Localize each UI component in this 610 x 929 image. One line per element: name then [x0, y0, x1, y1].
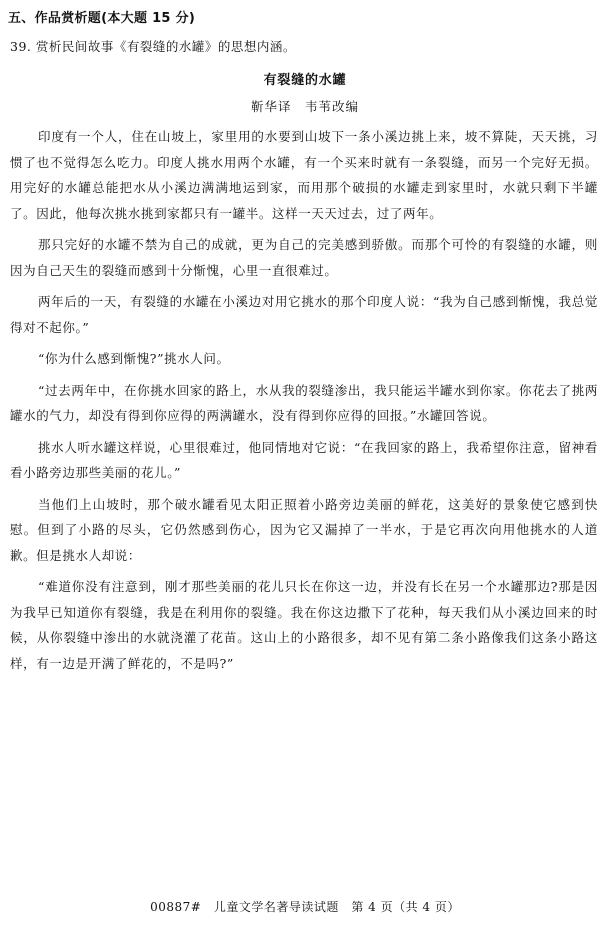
story-title: 有裂缝的水罐: [263, 73, 347, 88]
story-author: 靳华译 韦苇改编: [250, 99, 359, 114]
section-heading: 五、作品赏析题(本大题 15 分): [8, 11, 196, 26]
story-paragraph-8: “难道你没有注意到，刚才那些美丽的花儿只长在你这一边，并没有长在另一个水罐那边?那是因为我早已知道你有裂缝，我是在利用你的裂缝。我在你这边撒下了花种，每天我们从小溪边回来的时候，从你裂缝中渗出的水就浇灌了花苗。这山上的小路很多，却不见有第二条小路像我们这条小路这样，有一边是开满了鲜花的，不是吗?”: [10, 579, 598, 671]
story-paragraph-5: “过去两年中，在你挑水回家的路上，水从我的裂缝渗出，我只能运半罐水到你家。你花去了挑两罐水的气力，却没有得到你应得的两满罐水，没有得到你应得的回报。”水罐回答说。: [10, 382, 598, 423]
question-39: 39. 赏析民间故事《有裂缝的水罐》的思想内涵。: [10, 39, 296, 54]
story-paragraph-3: 两年后的一天，有裂缝的水罐在小溪边对用它挑水的那个印度人说：“我为自己感到惭愧，我总觉得对不起你。”: [10, 294, 598, 335]
story-body: [10, 124, 598, 682]
story-paragraph-4: “你为什么感到惭愧?”挑水人问。: [38, 351, 230, 366]
story-paragraph-7: 当他们上山坡时，那个破水罐看见太阳正照着小路旁边美丽的鲜花，这美好的景象使它感到快慰。但到了小路的尽头，它仍然感到伤心，因为它又漏掉了一半水，于是它再次向用他挑水的人道歉。但是挑水人却说：: [10, 496, 598, 563]
story-paragraph-2: 那只完好的水罐不禁为自己的成就，更为自己的完美感到骄傲。而那个可怜的有裂缝的水罐，则因为自己天生的裂缝而感到十分惭愧，心里一直很难过。: [10, 237, 598, 278]
story-paragraph-6: 挑水人听水罐这样说，心里很难过，他同情地对它说：“在我回家的路上，我希望你注意，留神看看小路旁边那些美丽的花儿。”: [10, 439, 598, 480]
page-footer: 00887# 儿童文学名著导读试题 第 4 页（共 4 页）: [150, 900, 460, 914]
story-paragraph-1: 印度有一个人，住在山坡上，家里用的水要到山坡下一条小溪边挑上来，坡不算陡，天天挑，习惯了也不觉得怎么吃力。印度人挑水用两个水罐，有一个买来时就有一条裂缝，而另一个完好无损。用完好的水罐总能把水从小溪边满满地运到家，而用那个破损的水罐走到家里时，水就只剩下半罐了。因此，他每次挑水挑到家都只有一罐半。这样一天天过去，过了两年。: [10, 129, 598, 221]
